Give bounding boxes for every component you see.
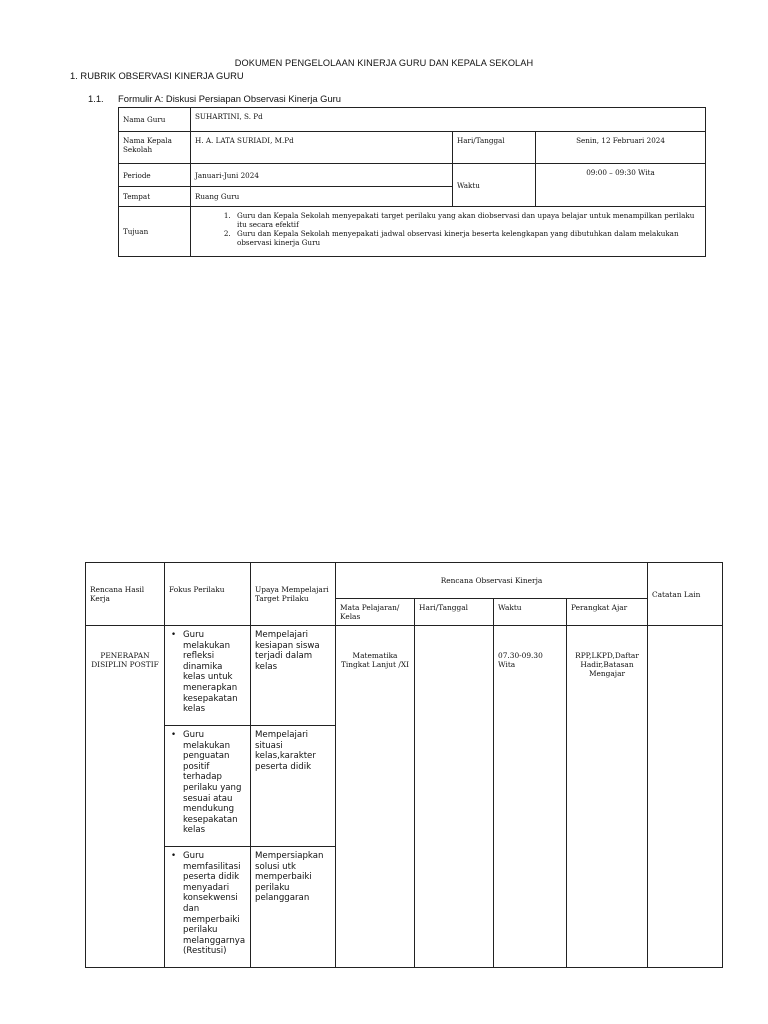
fokus-perilaku-cell <box>165 847 251 968</box>
subsection-number: 1.1. <box>88 93 104 104</box>
tujuan-value <box>191 207 706 257</box>
header-hari-tanggal: Hari/Tanggal <box>415 599 494 626</box>
nama-guru-value: SUHARTINI, S. Pd <box>191 108 706 132</box>
tujuan-label: Tujuan <box>119 207 191 257</box>
waktu-value-cell: 07.30-09.30 Wita <box>494 626 567 968</box>
header-upaya-mempelajari: Upaya Mempelajari Target Prilaku <box>251 563 336 626</box>
header-fokus-perilaku: Fokus Perilaku <box>165 563 251 626</box>
waktu-label: Waktu <box>453 164 536 207</box>
nama-guru-label: Nama Guru <box>119 108 191 132</box>
subsection-heading-formulir-a <box>88 93 341 104</box>
upaya-cell: Mempelajari kesiapan siswa terjadi dalam kelas <box>251 626 336 726</box>
tempat-label: Tempat <box>119 187 191 207</box>
periode-value: Januari-Juni 2024 <box>191 164 453 187</box>
header-rencana-observasi: Rencana Observasi Kinerja <box>336 563 648 599</box>
document-title: DOKUMEN PENGELOLAAN KINERJA GURU DAN KEPALA SEKOLAH <box>234 58 534 68</box>
kepala-sekolah-value: H. A. LATA SURIADI, M.Pd <box>191 132 453 164</box>
header-catatan-lain: Catatan Lain <box>648 563 723 626</box>
hari-tanggal-value-cell <box>415 626 494 968</box>
tujuan-item: 1. Guru dan Kepala Sekolah menyepakati target perilaku yang akan diobservasi dan upaya belajar untuk menampilkan perilaku itu secara efektif <box>233 211 701 229</box>
hari-tanggal-label: Hari/Tanggal <box>453 132 536 164</box>
fokus-perilaku-item: • Guru memfasilitasi peserta didik menyadari konsekwensi dan memperbaiki perilaku melanggarnya (Restitusi) <box>183 851 246 957</box>
tujuan-item: 2. Guru dan Kepala Sekolah menyepakati jadwal observasi kinerja beserta kelengkapan yang dibutuhkan dalam melakukan observasi kinerja Guru <box>233 229 701 247</box>
fokus-perilaku-item: • Guru melakukan penguatan positif terhadap perilaku yang sesuai atau mendukung kesepakatan kelas <box>183 730 246 836</box>
subsection-title: Formulir A: Diskusi Persiapan Observasi Kinerja Guru <box>118 93 341 104</box>
mata-pelajaran-value: Matematika Tingkat Lanjut /XI <box>336 626 415 968</box>
header-perangkat-ajar: Perangkat Ajar <box>567 599 648 626</box>
header-rencana-hasil-kerja: Rencana Hasil Kerja <box>86 563 165 626</box>
form-a-table <box>118 107 706 257</box>
fokus-perilaku-item: • Guru melakukan refleksi dinamika kelas untuk menerapkan kesepakatan kelas <box>183 630 246 715</box>
section-heading-rubrik: 1. RUBRIK OBSERVASI KINERJA GURU <box>70 70 244 81</box>
hari-tanggal-value: Senin, 12 Februari 2024 <box>536 132 706 164</box>
waktu-value: 09:00 – 09:30 Wita <box>536 164 706 207</box>
header-mata-pelajaran: Mata Pelajaran/ Kelas <box>336 599 415 626</box>
perangkat-ajar-value: RPP,LKPD,Daftar Hadir,Batasan Mengajar <box>567 626 648 968</box>
tempat-value: Ruang Guru <box>191 187 453 207</box>
header-waktu: Waktu <box>494 599 567 626</box>
catatan-lain-value <box>648 626 723 968</box>
upaya-cell: Mempersiapkan solusi utk memperbaiki perilaku pelanggaran <box>251 847 336 968</box>
kepala-sekolah-label: Nama Kepala Sekolah <box>119 132 191 164</box>
observation-plan-table <box>85 562 723 968</box>
periode-label: Periode <box>119 164 191 187</box>
upaya-cell: Mempelajari situasi kelas,karakter peserta didik <box>251 726 336 847</box>
fokus-perilaku-cell <box>165 726 251 847</box>
rencana-hasil-kerja-value: PENERAPAN DISIPLIN POSTIF <box>86 626 165 968</box>
fokus-perilaku-cell <box>165 626 251 726</box>
